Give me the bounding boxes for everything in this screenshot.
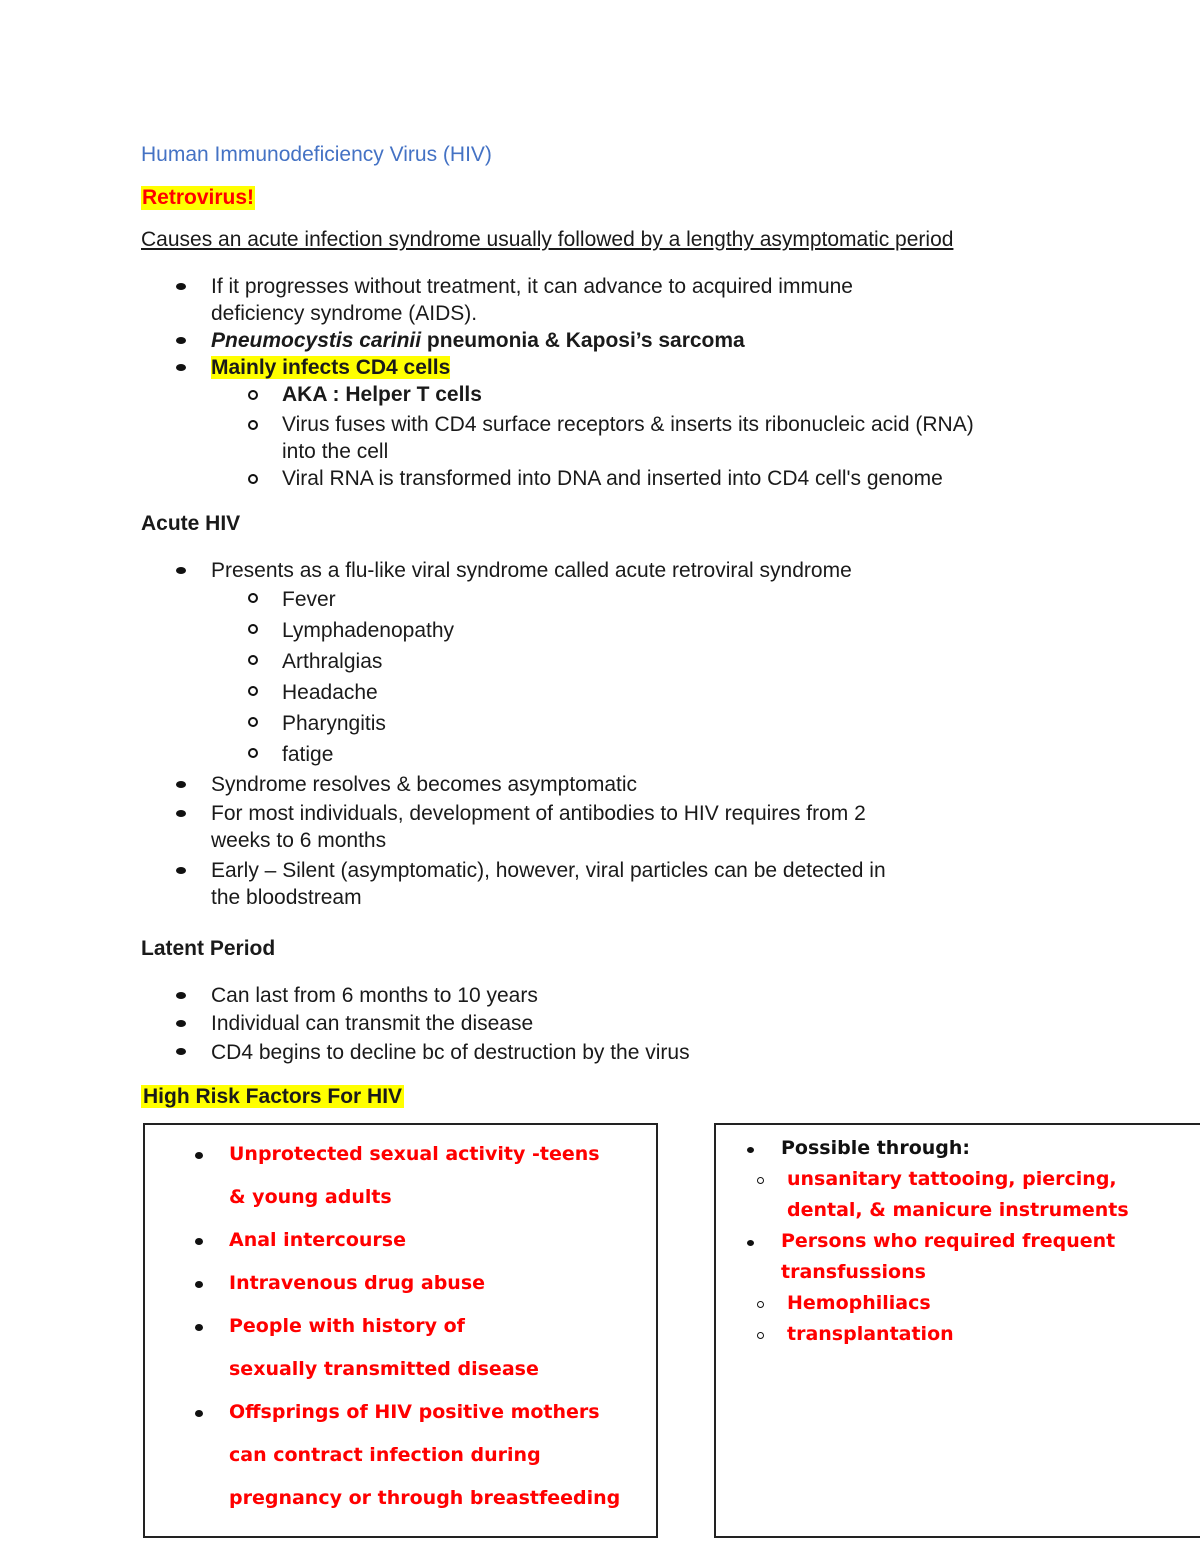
symptom-item [211,677,1060,708]
retrovirus-label: Retrovirus! [142,186,255,209]
list-item [0,557,1060,770]
sub-list-item-text: Virus fuses with CD4 surface receptors & inserts its ribonucleic acid (RNA) into the cell [282,413,974,463]
list-item-text: Early – Silent (asymptomatic), however, viral particles can be detected in the bloodstream [211,859,886,909]
transmission-sub-item [716,1319,1116,1350]
transmission-item [716,1133,1196,1226]
risk-factor-item [145,1262,645,1305]
list-item [0,982,1060,1010]
symptom-item [211,708,1060,739]
transmission-sub-item [716,1164,1196,1226]
sub-list-item [211,411,1060,465]
list-item [0,354,1060,492]
risk-factor-text: People with history of sexually transmitted disease [229,1315,539,1380]
symptom-text: Lymphadenopathy [282,619,455,642]
transmission-sub-text: Hemophiliacs [787,1292,931,1314]
intro-text: Causes an acute infection syndrome usually followed by a lengthy asymptomatic period [141,228,954,251]
risk-factor-text: Intravenous drug abuse [229,1272,486,1294]
sub-list-item-text: AKA : Helper T cells [282,383,482,406]
latent-heading: Latent Period [141,937,276,960]
risk-factor-text: Anal intercourse [229,1229,406,1251]
risk-factors-left-box [143,1123,658,1538]
list-item [0,771,1060,798]
symptom-text: Pharyngitis [282,712,386,735]
sub-list [211,381,1060,492]
list-item [0,327,1060,354]
symptom-list [211,584,1060,770]
transmission-item [716,1226,1196,1350]
symptom-text: Headache [282,681,378,704]
list-item [0,800,1060,854]
symptom-text: Fever [282,588,336,611]
risk-factors-right-box [714,1123,1200,1538]
transmission-text: Possible through: [781,1137,971,1159]
risk-factor-text: Offsprings of HIV positive mothers can contract infection during pregnancy or through breastfeeding [229,1401,621,1509]
sub-list-item [211,381,1060,408]
organism-name: Pneumocystis carinii [211,329,422,352]
sub-list-item-text: Viral RNA is transformed into DNA and inserted into CD4 cell's genome [282,467,943,490]
sub-list-item [211,465,1060,492]
transmission-list [716,1133,1196,1350]
list-item [0,1038,1060,1068]
risk-factor-item [145,1133,645,1219]
symptom-text: Arthralgias [282,650,383,673]
acute-heading: Acute HIV [141,512,241,535]
overview-list [0,273,1060,492]
page-title: Human Immunodeficiency Virus (HIV) [141,143,492,166]
list-item-text: CD4 begins to decline bc of destruction by the virus [211,1041,690,1064]
risk-factor-item [145,1219,645,1262]
risk-factor-list [145,1133,645,1520]
symptom-item [211,615,1060,646]
risk-heading [141,1085,404,1109]
highlighted-text: Mainly infects CD4 cells [211,356,451,379]
list-item-text: Presents as a flu-like viral syndrome called acute retroviral syndrome [211,559,852,582]
list-item-text: Syndrome resolves & becomes asymptomatic [211,773,637,796]
risk-factor-item [145,1391,645,1520]
list-item-text: If it progresses without treatment, it can advance to acquired immune deficiency syndrome (AIDS). [211,275,853,325]
symptom-item [211,739,1060,770]
list-item-text: pneumonia & Kaposi’s sarcoma [421,329,745,352]
acute-list [0,557,1060,911]
list-item [0,1010,1060,1038]
list-item-text: Individual can transmit the disease [211,1012,534,1035]
risk-factor-text: Unprotected sexual activity -teens & young adults [229,1143,600,1208]
transmission-sub-list [781,1288,1116,1350]
risk-heading-text: High Risk Factors For HIV [143,1085,403,1108]
symptom-text: fatige [282,743,334,766]
transmission-sub-list [781,1164,1196,1226]
symptom-item [211,584,1060,615]
transmission-text: Persons who required frequent transfussions [781,1230,1116,1283]
latent-list [0,982,1060,1068]
transmission-sub-text: transplantation [787,1323,954,1345]
list-item [0,273,1060,327]
symptom-item [211,646,1060,677]
transmission-sub-text: unsanitary tattooing, piercing, dental, & manicure instruments [787,1168,1129,1221]
risk-factor-item [145,1305,645,1391]
list-item-text: Can last from 6 months to 10 years [211,984,538,1007]
list-item [0,857,1060,911]
list-item-text: For most individuals, development of antibodies to HIV requires from 2 weeks to 6 months [211,802,866,852]
transmission-sub-item [716,1288,1116,1319]
